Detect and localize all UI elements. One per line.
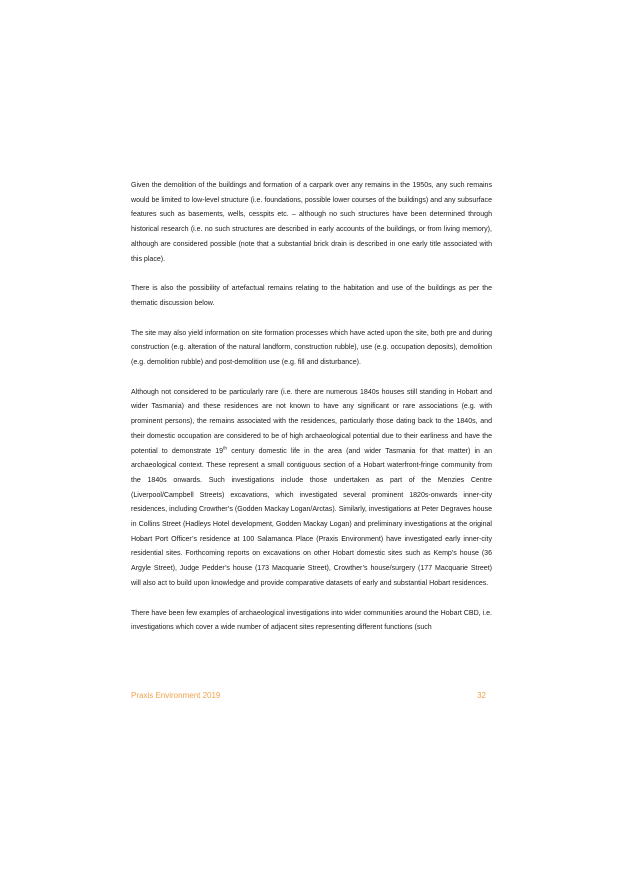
paragraph-archaeological-potential: [131, 386, 492, 592]
paragraph-wider-communities: There have been few examples of archaeological investigations into wider communities around the Hobart CBD, i.e. investigations which cover a wide number of adjacent sites representing different functions (such: [131, 609, 492, 632]
paragraph-artefactual-remains: There is also the possibility of artefactual remains relating to the habitation and use of the buildings as per the thematic discussion below.: [131, 285, 492, 307]
ordinal-superscript: th: [223, 446, 228, 452]
paragraph-archaeological-potential-part1: Although not considered to be particularly rare (i.e. there are numerous 1840s houses still standing in Hobart and wider Tasmania) and these residences are not known to have any significant or rare associations (e.g. with prominent persons), the remains associated with the residences, particularly those dating back to the 1840s, and their domestic occupation are considered to be of high archaeological potential due to their earliness and have the potential to demonstrate 19: [131, 388, 492, 455]
page-footer: [131, 691, 492, 705]
paragraph-site-formation: The site may also yield information on site formation processes which have acted upon the site, both pre and during construction (e.g. alteration of the natural landform, construction rubble), use (e.g. occupation deposits), demolition (e.g. demolition rubble) and post-demolition use (e.g. fill and disturbance).: [131, 329, 492, 367]
page-number: 32: [477, 691, 486, 700]
footer-publisher: Praxis Environment 2019: [131, 691, 221, 700]
paragraph-demolition: Given the demolition of the buildings and formation of a carpark over any remains in the 1950s, any such remains would be limited to low-level structure (i.e. foundations, possible lower courses of the buildings) and any subsurface features such as basements, wells, cesspits etc. – although no such structures have been determined through historical research (i.e. no such structures are described in early accounts of the buildings, or from living memory), although are considered possible (note that a substantial brick drain is described in one early title associated with this place).: [131, 182, 492, 263]
body-text: [131, 179, 492, 636]
paragraph-archaeological-potential-part2: century domestic life in the area (and wider Tasmania for that matter) in an archaeological context. These represent a small contiguous section of a Hobart waterfront-fringe community from the 1840s onwards. Such investigations include those undertaken as part of the Menzies Centre (Liverpool/Campbell Streets) excavations, which investigated several prominent 1820s-onwards inner-city residences, including Crowther’s (Godden Mackay Logan/Arctas). Similarly, investigations at Peter Degraves house in Collins Street (Hadleys Hotel development, Godden Mackay Logan) and preliminary investigations at the original Hobart Port Officer’s residence at 100 Salamanca Place (Praxis Environment) have investigated early inner-city residential sites. Forthcoming reports on excavations on other Hobart domestic sites such as Kemp’s house (36 Argyle Street), Judge Pedder’s house (173 Macquarie Street), Crowther’s house/surgery (177 Macquarie Street) will also act to build upon knowledge and provide comparative datasets of early and substantial Hobart residences.: [131, 447, 493, 587]
